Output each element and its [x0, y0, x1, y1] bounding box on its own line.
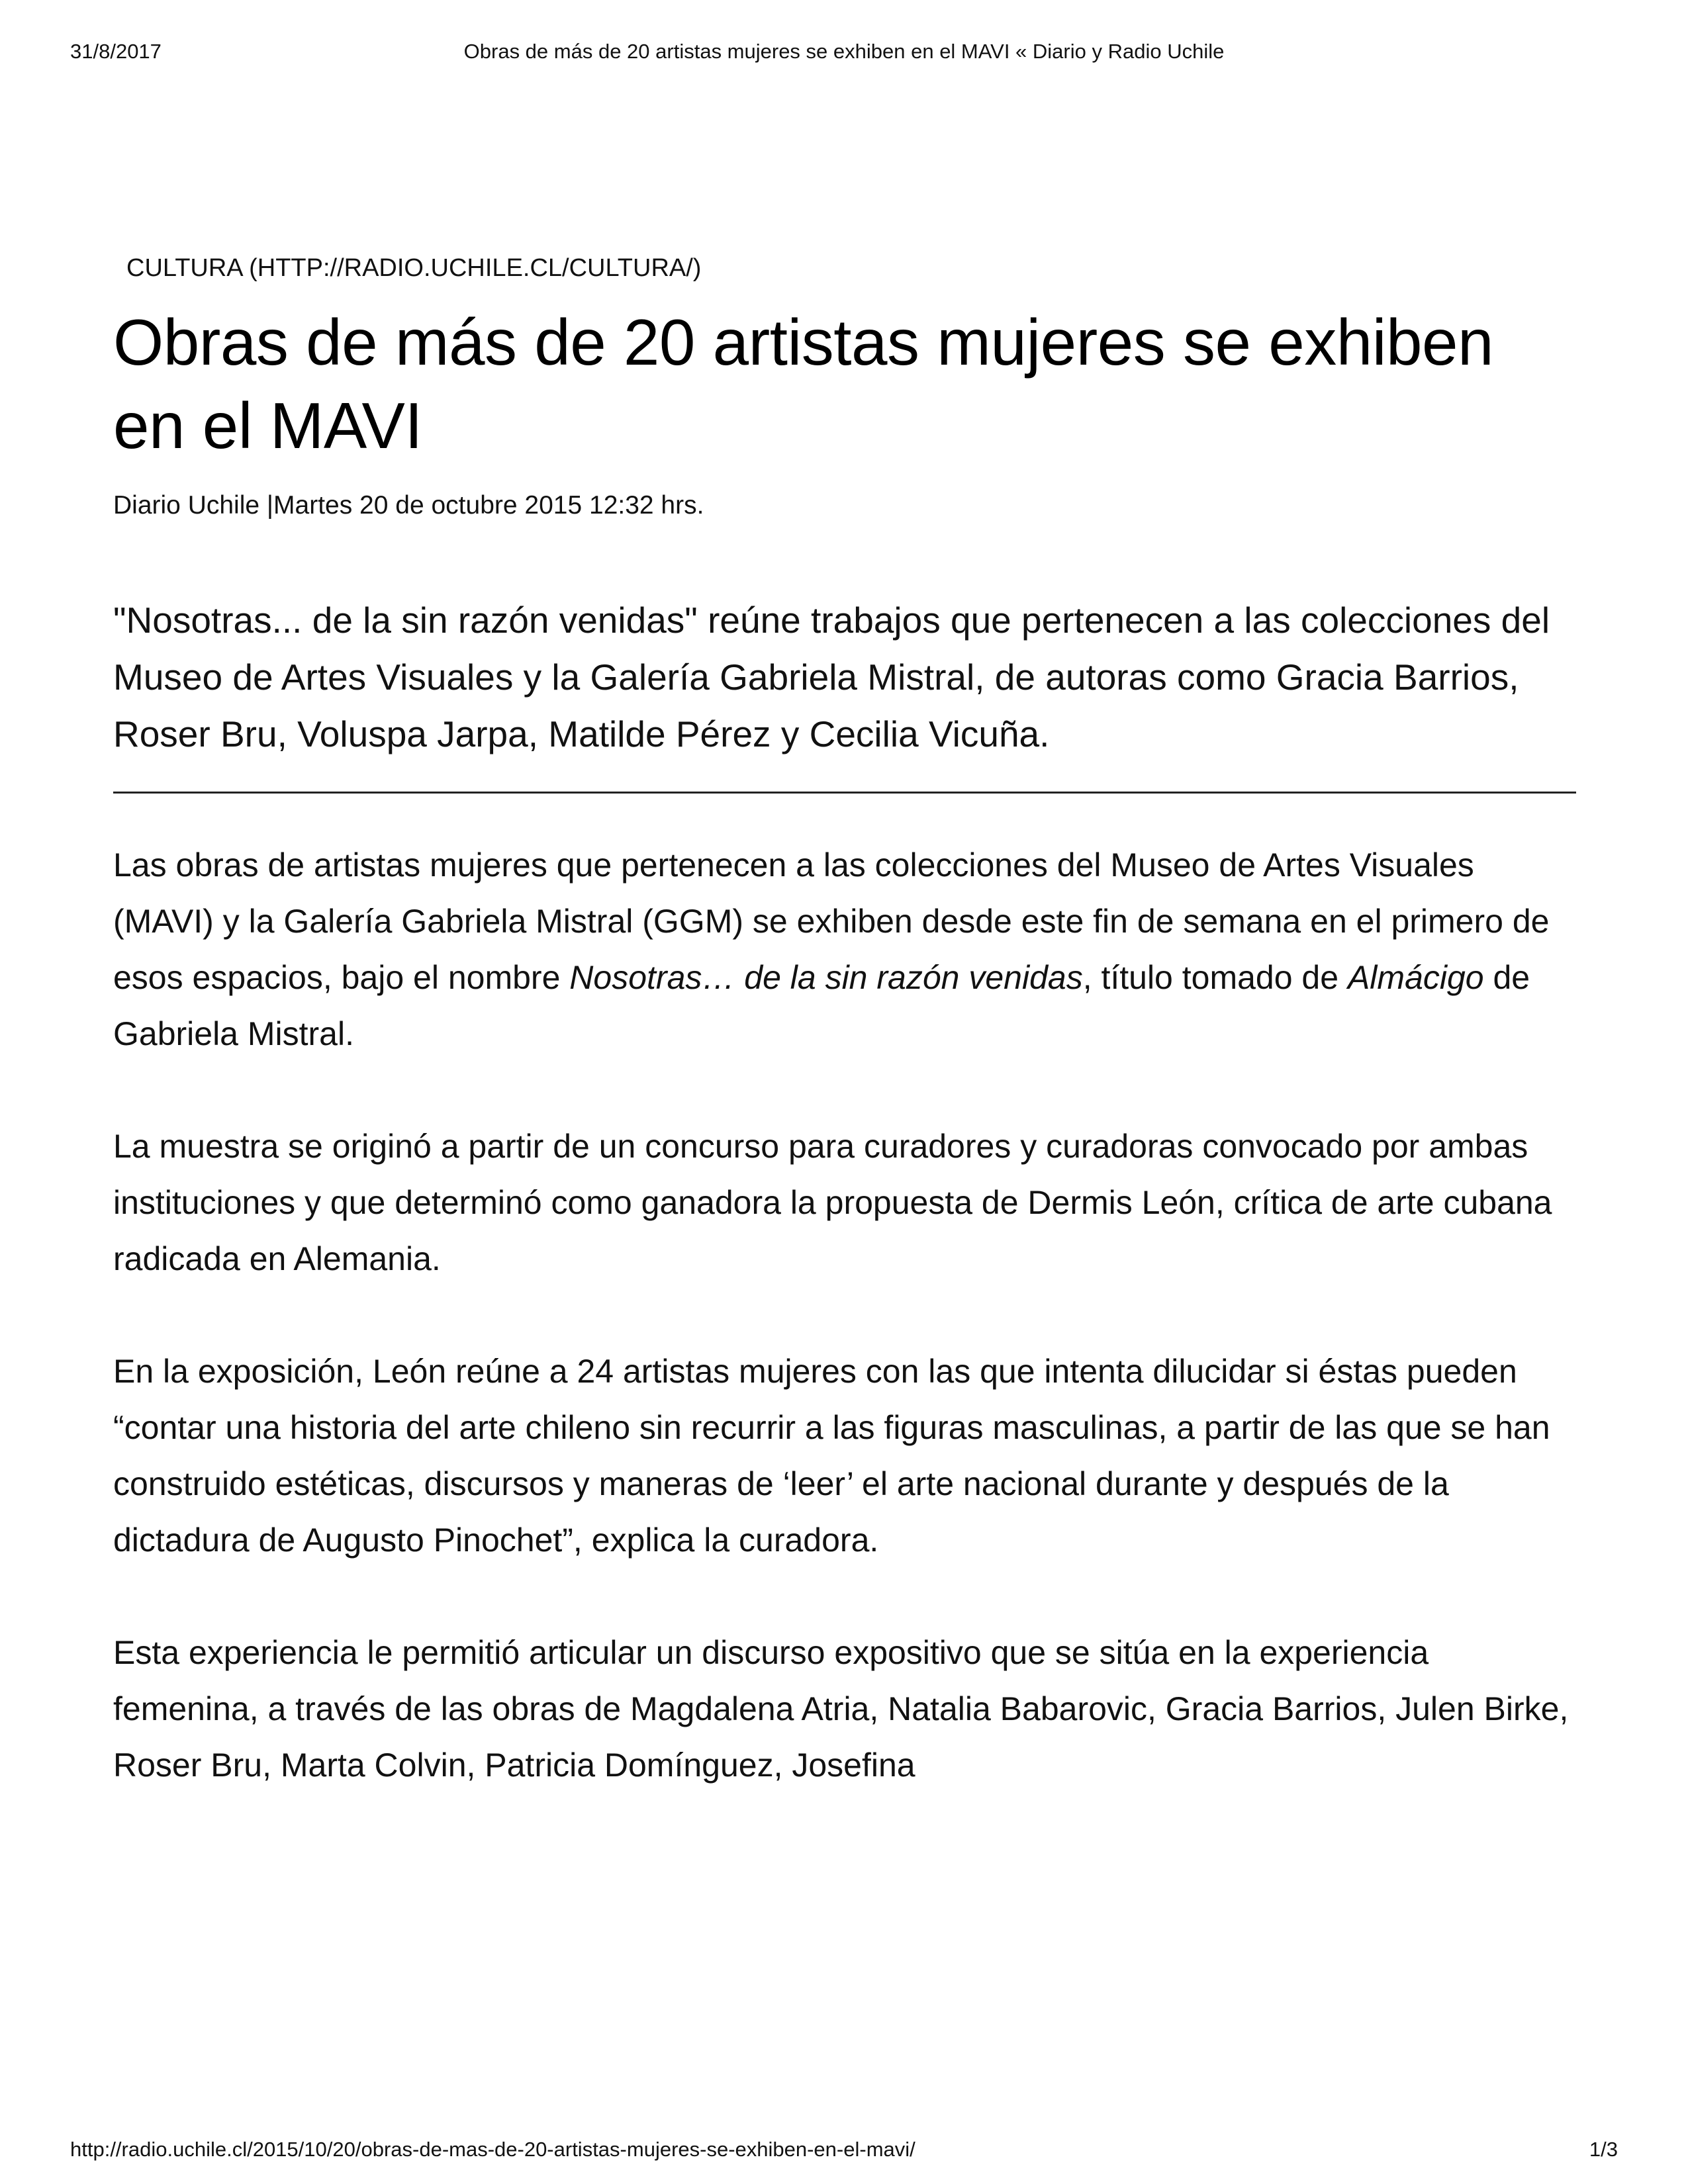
category-link[interactable]: CULTURA (HTTP://RADIO.UCHILE.CL/CULTURA/) [126, 254, 702, 282]
print-url: http://radio.uchile.cl/2015/10/20/obras-de-mas-de-20-artistas-mujeres-se-exhiben-en-el-mavi/ [70, 2138, 915, 2161]
paragraph-1 [113, 837, 1576, 1062]
article-lead: "Nosotras... de la sin razón venidas" reúne trabajos que pertenecen a las colecciones del Museo de Artes Visuales y la Galería Gabriela Mistral, de autoras como Gracia Barrios, Roser Bru, Voluspa Jarpa, Matilde Pérez y Cecilia Vicuña. [113, 600, 1550, 754]
exhibit-title: Nosotras… de la sin razón venidas [569, 959, 1083, 996]
paragraph-1-text-a: Las obras de artistas mujeres que pertenecen a las colecciones del Museo de Artes Visuales (MAVI) y la Galería Gabriela Mistral (GGM) se exhiben desde este fin de semana en el primero de esos espacios, bajo el nombre [113, 846, 1550, 996]
print-page-title: Obras de más de 20 artistas mujeres se exhiben en el MAVI « Diario y Radio Uchile [463, 40, 1225, 63]
paragraph-4: Esta experiencia le permitió articular un discurso expositivo que se sitúa en la experiencia femenina, a través de las obras de Magdalena Atria, Natalia Babarovic, Gracia Barrios, Julen Birke, Roser Bru, Marta Colvin, Patricia Domínguez, Josefina [113, 1634, 1569, 1784]
paragraph-2: La muestra se originó a partir de un concurso para curadores y curadoras convocado por ambas instituciones y que determinó como ganadora la propuesta de Dermis León, crítica de arte cubana radicada en Alemania. [113, 1128, 1552, 1277]
print-date: 31/8/2017 [70, 40, 162, 63]
divider [113, 792, 1576, 794]
article-title: Obras de más de 20 artistas mujeres se exhiben en el MAVI [113, 306, 1494, 462]
paragraph-1-text-c: de Gabriela Mistral. [113, 959, 1530, 1052]
book-title: Almácigo [1347, 959, 1484, 996]
print-header [0, 40, 1688, 69]
paragraph-3: En la exposición, León reúne a 24 artistas mujeres con las que intenta dilucidar si éstas pueden “contar una historia del arte chileno sin recurrir a las figuras masculinas, a partir de las que se han construido estéticas, discursos y maneras de ‘leer’ el arte nacional durante y después de la dictadura de Augusto Pinochet”, explica la curadora. [113, 1353, 1550, 1559]
byline: Diario Uchile |Martes 20 de octubre 2015 12:32 hrs. [113, 491, 704, 520]
article-body [113, 837, 1576, 1794]
paragraph-1-text-b: , título tomado de [1082, 959, 1348, 996]
print-footer [0, 2138, 1688, 2167]
article [113, 251, 1576, 1850]
print-page-number: 1/3 [1589, 2138, 1618, 2161]
